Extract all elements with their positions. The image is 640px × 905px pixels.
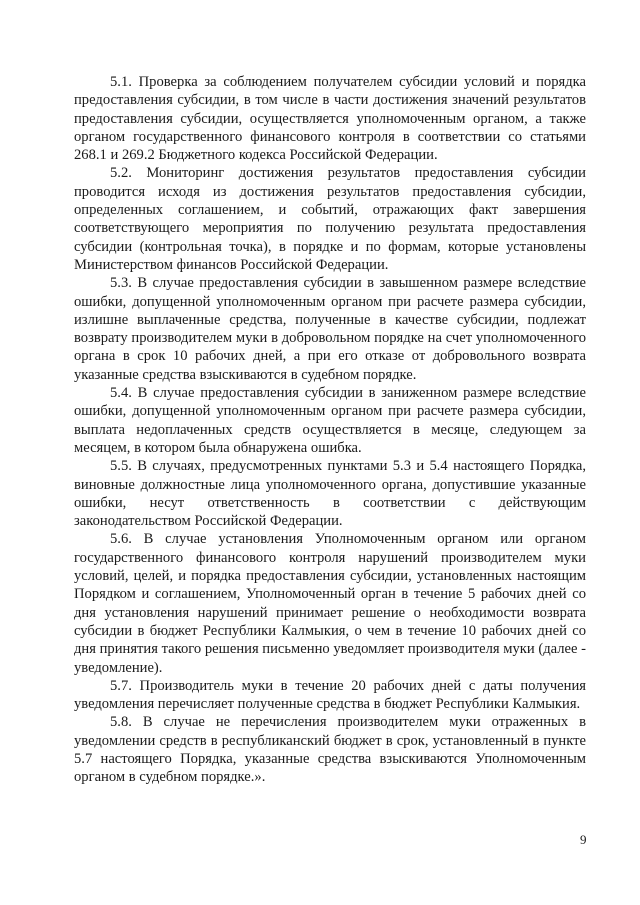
- page-number: 9: [580, 832, 587, 847]
- paragraph-5-6: 5.6. В случае установления Уполномоченным органом или органом государственного финансового контроля нарушений производителем муки условий, целей, и порядка предоставления субсидии, установленных настоящим Порядком и соглашением, Уполномоченный орган в течение 5 рабочих дней со дня установления нарушений принимает решение о необходимости возврата субсидии в бюджет Республики Калмыкия, о чем в течение 10 рабочих дней со дня принятия такого решения письменно уведомляет производителя муки (далее - уведомление).: [74, 531, 586, 676]
- paragraph-5-5: 5.5. В случаях, предусмотренных пунктами 5.3 и 5.4 настоящего Порядка, виновные должностные лица уполномоченного органа, допустившие указанные ошибки, несут ответственность в соответствии с действующим законодательством Российской Федерации.: [74, 458, 586, 530]
- paragraph-5-2: 5.2. Мониторинг достижения результатов предоставления субсидии проводится исходя из достижения результатов предоставления субсидии, определенных соглашением, и событий, отражающих факт завершения соответствующего мероприятия по получению результата предоставления субсидии (контрольная точка), в порядке и по формам, которые установлены Министерством финансов Российской Федерации.: [74, 165, 586, 273]
- paragraph-5-7: 5.7. Производитель муки в течение 20 рабочих дней с даты получения уведомления перечисляет полученные средства в бюджет Республики Калмыкия.: [74, 677, 586, 713]
- paragraph-5-4: 5.4. В случае предоставления субсидии в заниженном размере вследствие ошибки, допущенной уполномоченным органом при расчете размера субсидии, выплата недоплаченных средств осуществляется в месяце, следующем за месяцем, в котором была обнаружена ошибка.: [74, 385, 586, 456]
- paragraph-5-8: 5.8. В случае не перечисления производителем муки отраженных в уведомлении средств в республиканский бюджет в срок, установленный в пункте 5.7 настоящего Порядка, указанные средства взыскиваются Уполномоченным органом в судебном порядке.».: [74, 714, 586, 786]
- paragraph-5-3: 5.3. В случае предоставления субсидии в завышенном размере вследствие ошибки, допущенной уполномоченным органом при расчете размера субсидии, излишне выплаченные средства, полученные в качестве субсидии, подлежат возврату производителем муки в добровольном порядке на счет уполномоченного органа в срок 10 рабочих дней, а при его отказе от добровольного возврата указанные средства взыскиваются в судебном порядке.: [74, 275, 586, 383]
- paragraph-5-1: 5.1. Проверка за соблюдением получателем субсидии условий и порядка предоставления субсидии, в том числе в части достижения значений результатов предоставления субсидии, осуществляется уполномоченным органом, а также органом государственного финансового контроля в соответствии со статьями 268.1 и 269.2 Бюджетного кодекса Российской Федерации.: [74, 74, 586, 164]
- document-body: [74, 73, 586, 787]
